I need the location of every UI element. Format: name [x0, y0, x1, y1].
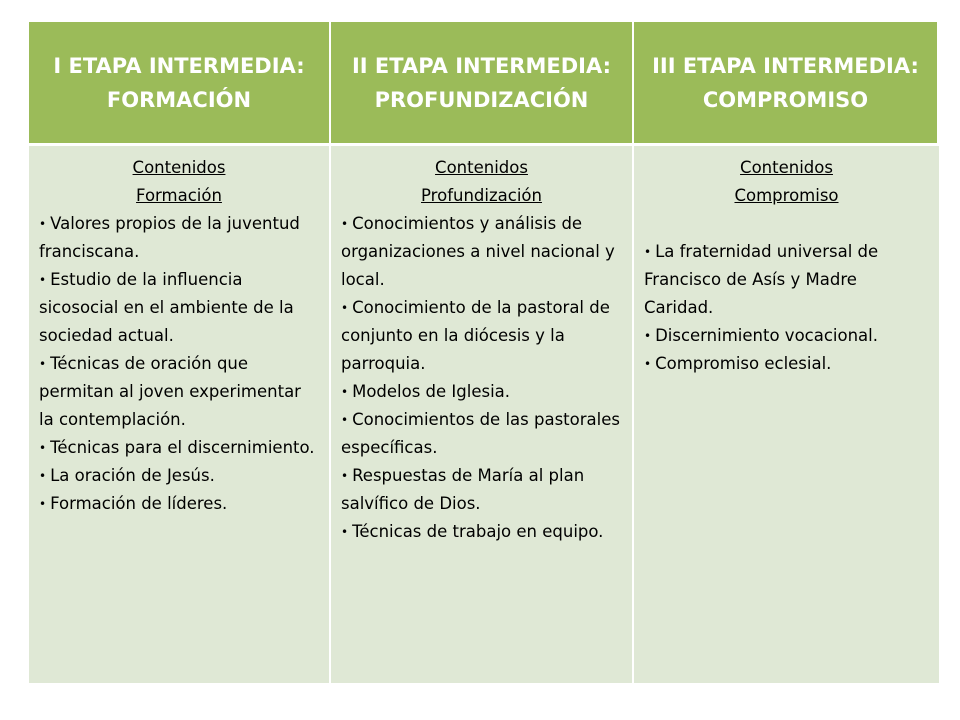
cell-compromiso — [634, 143, 939, 683]
list-item-text: Técnicas de trabajo en equipo. — [352, 522, 604, 541]
list-item — [644, 322, 929, 350]
list-item — [39, 350, 319, 434]
list-item-text: Técnicas para el discernimiento. — [50, 438, 315, 457]
header-formacion — [29, 22, 331, 143]
header-line-1: I ETAPA INTERMEDIA: — [53, 53, 305, 78]
header-line-2: FORMACIÓN — [106, 87, 252, 112]
list-item-text: Valores propios de la juventud franciscana. — [39, 214, 300, 261]
content-list — [644, 238, 929, 378]
list-item — [644, 238, 929, 322]
caption-contenidos: Contenidos — [435, 158, 528, 177]
header-line-2: COMPROMISO — [702, 87, 869, 112]
list-item-text: Compromiso eclesial. — [655, 354, 832, 373]
bullet-icon: • — [341, 301, 349, 315]
header-profundizacion — [331, 22, 634, 143]
list-item — [39, 210, 319, 266]
cell-formacion — [29, 143, 331, 683]
list-item-text: Técnicas de oración que permitan al joven experimentar la contemplación. — [39, 354, 301, 429]
list-item-text: Respuestas de María al plan salvífico de Dios. — [341, 466, 585, 513]
list-item — [341, 406, 622, 462]
header-compromiso — [634, 22, 939, 143]
list-item — [341, 378, 622, 406]
list-item-text: Conocimientos de las pastorales específicas. — [341, 410, 620, 457]
list-item — [341, 210, 622, 294]
header-line-1: II ETAPA INTERMEDIA: — [351, 53, 611, 78]
bullet-icon: • — [644, 245, 652, 259]
bullet-icon: • — [341, 525, 349, 539]
bullet-icon: • — [644, 329, 652, 343]
list-item — [39, 434, 319, 462]
caption-contenidos: Contenidos — [740, 158, 833, 177]
bullet-icon: • — [39, 273, 47, 287]
bullet-icon: • — [39, 217, 47, 231]
list-item-text: Conocimientos y análisis de organizaciones a nivel nacional y local. — [341, 214, 615, 289]
bullet-icon: • — [341, 217, 349, 231]
list-item — [39, 462, 319, 490]
header-line-2: PROFUNDIZACIÓN — [374, 87, 589, 112]
bullet-icon: • — [341, 385, 349, 399]
bullet-icon: • — [644, 357, 652, 371]
list-item-text: Estudio de la influencia sicosocial en el ambiente de la sociedad actual. — [39, 270, 294, 345]
list-item-text: La oración de Jesús. — [50, 466, 215, 485]
list-item-text: La fraternidad universal de Francisco de Asís y Madre Caridad. — [644, 242, 879, 317]
bullet-icon: • — [39, 497, 47, 511]
list-item — [644, 350, 929, 378]
list-item-text: Conocimiento de la pastoral de conjunto en la diócesis y la parroquia. — [341, 298, 610, 373]
header-line-1: III ETAPA INTERMEDIA: — [652, 53, 919, 78]
list-item — [39, 490, 319, 518]
bullet-icon: • — [341, 413, 349, 427]
list-item — [341, 518, 622, 546]
spacer — [644, 210, 929, 238]
list-item — [341, 294, 622, 378]
list-item — [341, 462, 622, 518]
caption-stage: Formación — [136, 186, 222, 205]
list-item-text: Modelos de Iglesia. — [352, 382, 511, 401]
caption-contenidos: Contenidos — [132, 158, 226, 177]
list-item-text: Discernimiento vocacional. — [655, 326, 878, 345]
bullet-icon: • — [39, 469, 47, 483]
bullet-icon: • — [341, 469, 349, 483]
content-list — [39, 210, 319, 518]
cell-profundizacion — [331, 143, 634, 683]
bullet-icon: • — [39, 441, 47, 455]
list-item — [39, 266, 319, 350]
bullet-icon: • — [39, 357, 47, 371]
stages-table — [29, 22, 939, 683]
caption-stage: Profundización — [421, 186, 542, 205]
caption-stage: Compromiso — [734, 186, 839, 205]
content-list — [341, 210, 622, 546]
list-item-text: Formación de líderes. — [50, 494, 228, 513]
